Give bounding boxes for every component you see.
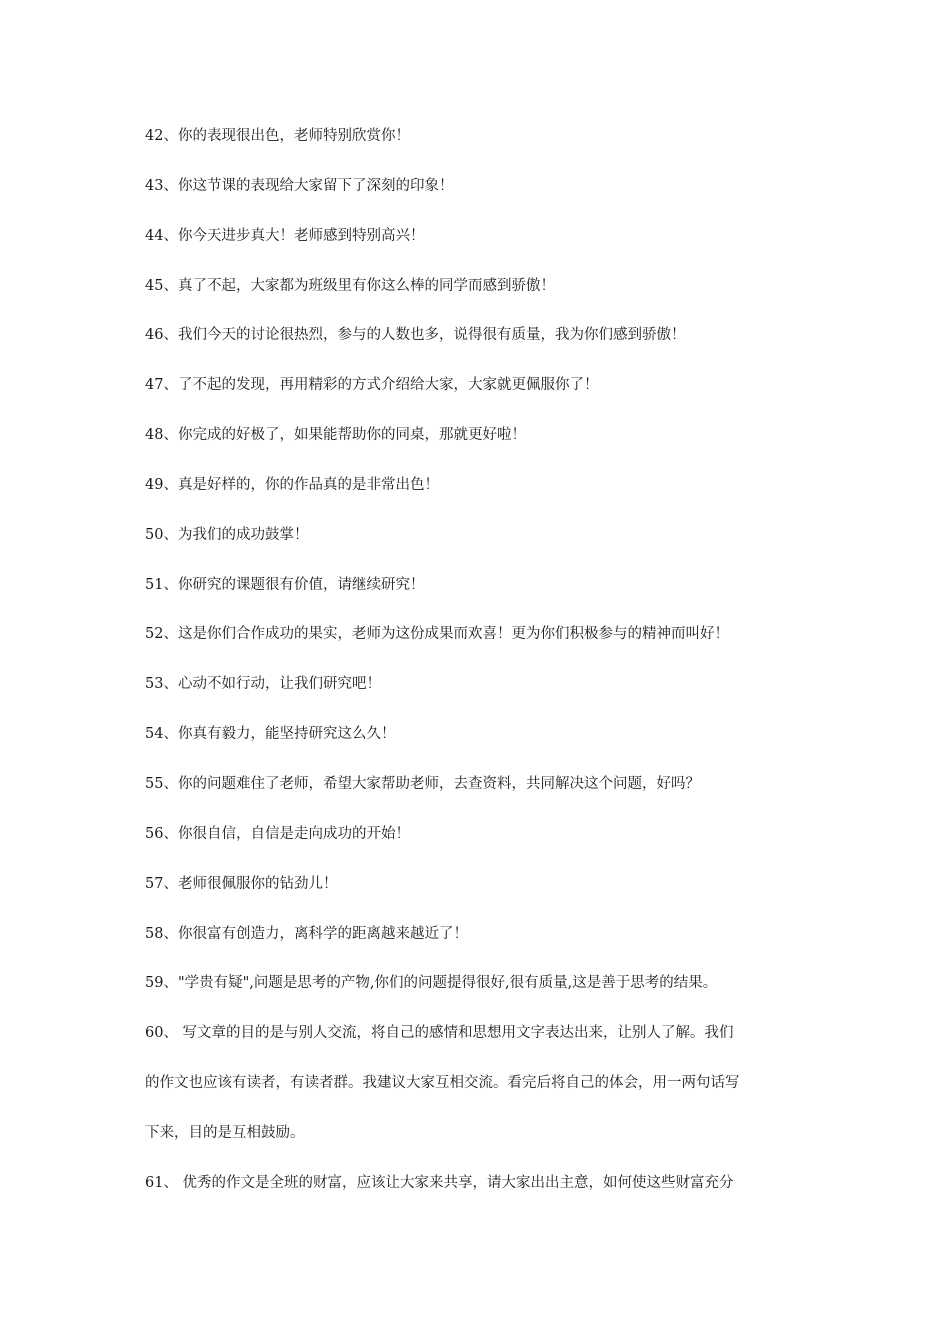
list-item-60-line-1: 60、 写文章的目的是与别人交流，将自己的感情和思想用文字表达出来，让别人了解。我们 [145, 1025, 734, 1042]
list-item-47: 47、了不起的发现，再用精彩的方式介绍给大家，大家就更佩服你了！ [145, 377, 599, 394]
list-item-55: 55、你的问题难住了老师，希望大家帮助老师，去查资料，共同解决这个问题，好吗？ [145, 775, 700, 792]
list-item-52: 52、这是你们合作成功的果实，老师为这份成果而欢喜！更为你们积极参与的精神而叫好！ [145, 626, 729, 643]
list-item-42: 42、你的表现很出色，老师特别欣赏你！ [145, 128, 410, 144]
list-item-46: 46、我们今天的讨论很热烈，参与的人数也多，说得很有质量，我为你们感到骄傲！ [145, 327, 686, 344]
list-item-54: 54、你真有毅力，能坚持研究这么久！ [145, 726, 396, 743]
list-item-49: 49、真是好样的，你的作品真的是非常出色！ [145, 476, 439, 493]
list-item-61 [145, 1171, 810, 1196]
list-item-56: 56、你很自信，自信是走向成功的开始！ [145, 825, 410, 842]
list-item-50: 50、为我们的成功鼓掌！ [145, 526, 309, 543]
list-item-43: 43、你这节课的表现给大家留下了深刻的印象！ [145, 177, 454, 194]
text-body [145, 124, 810, 1221]
list-item-59: 59、"学贵有疑",问题是思考的产物,你们的问题提得很好,很有质量,这是善于思考的结果。 [145, 975, 718, 992]
list-item-45: 45、真了不起，大家都为班级里有你这么棒的同学而感到骄傲！ [145, 277, 555, 294]
list-item-51: 51、你研究的课题很有价值，请继续研究！ [145, 576, 425, 593]
list-item-57: 57、老师很佩服你的钻劲儿！ [145, 875, 338, 892]
list-item-58: 58、你很富有创造力，离科学的距离越来越近了！ [145, 925, 468, 942]
list-item-48: 48、你完成的好极了，如果能帮助你的同桌，那就更好啦！ [145, 427, 526, 444]
list-item-60 [145, 1021, 810, 1146]
list-item-60-line-2: 的作文也应该有读者，有读者群。我建议大家互相交流。看完后将自己的体会，用一两句话写 [145, 1075, 740, 1092]
list-item-53: 53、心动不如行动，让我们研究吧！ [145, 676, 381, 693]
list-item-44: 44、你今天进步真大！老师感到特别高兴！ [145, 227, 425, 244]
list-item-61-line-1: 61、 优秀的作文是全班的财富，应该让大家来共享，请大家出出主意，如何使这些财富充分 [145, 1174, 734, 1191]
list-item-60-line-3: 下来，目的是互相鼓励。 [145, 1124, 305, 1141]
